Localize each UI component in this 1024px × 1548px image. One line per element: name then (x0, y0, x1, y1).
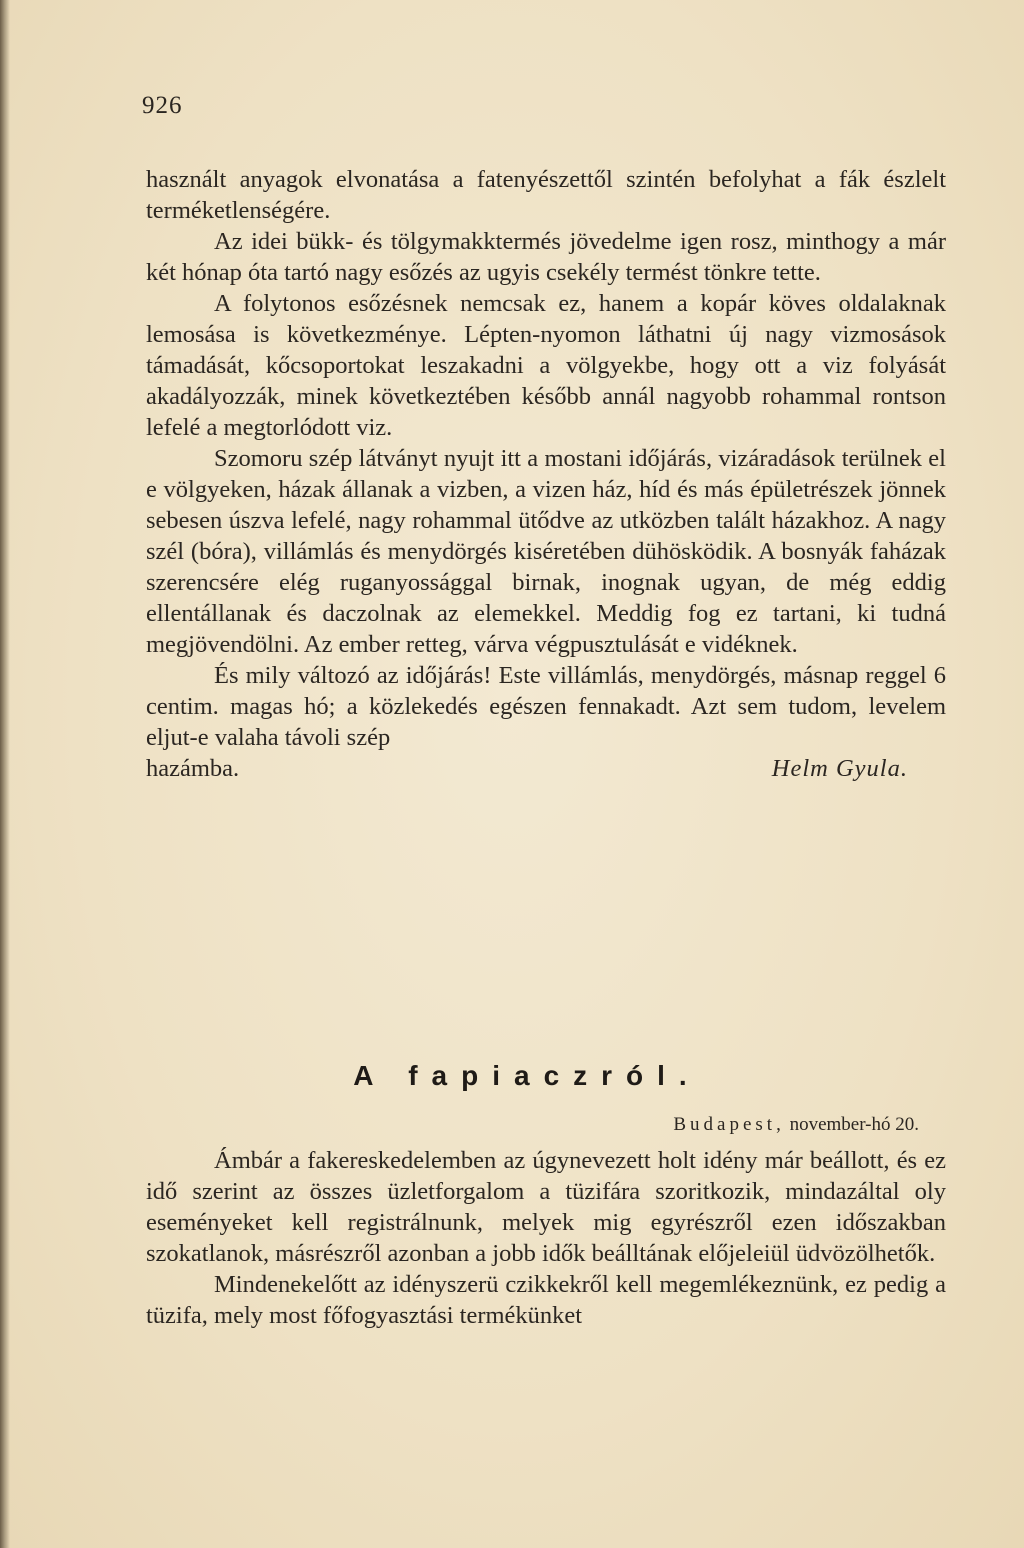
page-number: 926 (142, 92, 183, 119)
paragraph: használt anyagok elvonatása a fatenyészettől szintén befolyhat a fák észlelt terméketlenségére. (146, 166, 946, 224)
author-signature: Helm Gyula. (771, 755, 908, 782)
article-continuation (146, 164, 946, 784)
paragraph: A folytonos esőzésnek nemcsak ez, hanem a kopár köves oldalaknak lemosása is következménye. Lépten-nyomon láthatni új nagy vizmosások támadását, kőcsoportokat leszakadni a völgyekbe, hogy ott a viz folyását akadályozzák, minek következtében később annál nagyobb rohammal rontson lefelé a megtorlódott viz. (146, 290, 946, 441)
page-binding-edge (0, 0, 10, 1548)
paragraph: Mindenekelőtt az idényszerü czikkekről kell megemlékeznünk, ez pedig a tüzifa, mely most főfogyasztási termékünket (146, 1271, 946, 1329)
dateline (673, 1114, 919, 1136)
paragraph: Ámbár a fakereskedelemben az úgynevezett holt idény már beállott, és ez idő szerint az összes üzletforgalom a tüzifára szoritkozik, mindazáltal oly eseményeket kell registrálnunk, melyek mig egyrészről ezen időszakban szokatlanok, másrészről azonban a jobb idők beálltának előjeleiül üdvözölhetők. (146, 1147, 946, 1267)
article-heading: A fapiaczról. (353, 1060, 701, 1091)
dateline-date: november-hó 20. (789, 1114, 919, 1135)
closing-text: hazámba. (146, 755, 240, 782)
article-body (146, 1145, 946, 1331)
dateline-place: Budapest, (673, 1114, 785, 1135)
paragraph: Az idei bükk- és tölgymakktermés jövedelme igen rosz, minthogy a már két hónap óta tartó nagy esőzés az ugyis csekély termést tönkre tette. (146, 228, 946, 286)
paragraph: Szomoru szép látványt nyujt itt a mostani időjárás, vizáradások terülnek el e völgyeken, házak állanak a vizben, a vizen ház, híd és más épületrészek jönnek sebesen úszva lefelé, nagy rohammal ütődve az utközben talált házakhoz. A nagy szél (bóra), villámlás és menydörgés kiséretében dühösködik. A bosnyák faházak szerencsére elég ruganyossággal birnak, inognak ugyan, de még eddig ellentállanak és daczolnak az elemekkel. Meddig fog ez tartani, ki tudná megjövendölni. Az ember retteg, várva végpusztulását e vidéknek. (146, 445, 946, 658)
closing-line (146, 753, 946, 784)
paragraph: És mily változó az időjárás! Este villámlás, menydörgés, másnap reggel 6 centim. magas hó; a közlekedés egészen fennakadt. Azt sem tudom, levelem eljut-e valaha távoli szép (146, 662, 946, 751)
